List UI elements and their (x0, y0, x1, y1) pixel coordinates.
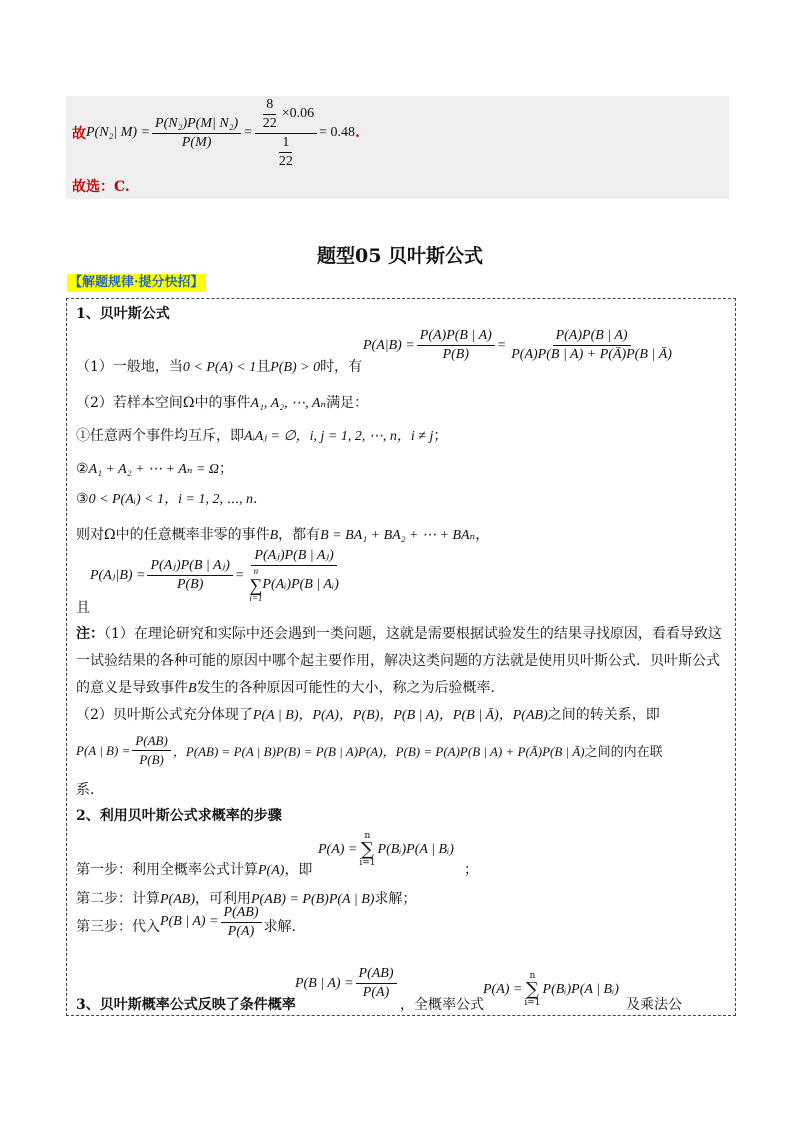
n2-m2: ，P(AB) = P(A | B)P(B) = P(B | A)P(A) (172, 744, 383, 759)
n2-frac (132, 733, 170, 768)
s1-mid: ，即 (284, 862, 313, 878)
h3-frac-num: P(AB) (356, 966, 397, 984)
h3-lhs: P(B | A) = (295, 975, 354, 991)
eq-frac2-num-mult: ×0.06 (281, 106, 315, 121)
f2-frac1-den: P(B) (176, 577, 204, 592)
c3-pre: ③ (76, 491, 89, 507)
bayes-frac2 (508, 328, 675, 363)
bayes-frac2-den: P(A)P(B | A) + P(Ā)P(B | Ā) (511, 347, 672, 362)
eq-frac2-den-bot: 22 (278, 153, 293, 169)
note-2-formulas (76, 733, 663, 768)
s2-m: P(AB) (160, 892, 195, 907)
heading-2: 2、利用贝叶斯公式求概率的步骤 (76, 808, 282, 824)
s1-m: P(A) (258, 863, 285, 878)
c3-m2: ，i = 1, 2, ⋯, n (164, 492, 254, 507)
s3-frac (221, 905, 262, 940)
n2-post: 之间的转关系，即 (547, 707, 660, 723)
c2-m: A₁ + A₂ + ⋯ + Aₙ = Ω (88, 462, 220, 477)
s1-sum-body: P(Bᵢ)P(A | Bᵢ) (377, 842, 454, 857)
cond-3 (76, 488, 258, 511)
bayes-frac2-num: P(A)P(B | A) (553, 328, 631, 346)
h3-frac (356, 966, 397, 1001)
l1-mid: 且 (256, 359, 271, 375)
eq-equals: = (243, 125, 253, 140)
c1-m2: ，i, j = 1, 2, ⋯, n，i ≠ j (295, 429, 434, 444)
sigma-icon: ∑ (249, 575, 263, 595)
l1-pre: （1）一般地，当 (76, 359, 183, 375)
eq-frac1-num: P(N₂)P(M| N₂) (152, 116, 241, 134)
n2-m3: ，P(B) = P(A)P(B | A) + P(Ā)P(B | Ā) (382, 744, 585, 759)
answer-line: 故选：C. (72, 179, 130, 195)
note-1-text: （1）在理论研究和实际中还会遇到一类问题，这就是需要根据试验发生的结果寻找原因，看看导致这一试验结果的各种可能的原因中哪个起主要作用，解决这类问题的方法就是使用贝叶斯公式．贝叶斯公式的意义是导致事件 (76, 626, 722, 696)
l2-events: A₁, A₂, ⋯, Aₙ (250, 396, 327, 411)
f2-frac1 (147, 558, 232, 593)
f2-sum-top: n (253, 566, 259, 576)
step-1 (76, 859, 312, 882)
note-1-B: B (188, 681, 197, 696)
note-2-tail2: 系． (76, 782, 104, 798)
h3-formula1 (295, 966, 399, 1001)
l3-mid: ，都有 (278, 527, 321, 543)
s2-mid: ，可利用 (194, 891, 251, 907)
h3-frac-den: P(A) (362, 985, 390, 1000)
l2-pre: （2）若样本空间Ω中的事件 (76, 395, 251, 411)
f2-frac2-num: P(Aⱼ)P(B | Aⱼ) (251, 548, 336, 566)
cond-2 (76, 458, 233, 481)
n2-m: P(A | B)，P(A)，P(B)，P(B | A)，P(B | Ā)，P(AB) (252, 708, 548, 723)
h3-sum-bot: i=1 (524, 998, 541, 1008)
h3-lhs2: P(A) = (483, 982, 523, 997)
f2-frac2 (246, 548, 342, 603)
l3-end: ， (475, 527, 490, 543)
note-label: 注： (76, 626, 104, 642)
eq-lhs: P(N₂| M) = (86, 125, 151, 140)
s1-sum-bot: i=1 (359, 858, 376, 868)
c1-end: ； (433, 428, 448, 444)
s1-lhs: P(A) = (318, 842, 358, 857)
f2-frac2-den (246, 566, 342, 603)
c2-end: ； (219, 461, 234, 477)
solution-equation (72, 96, 360, 169)
step1-formula (318, 832, 454, 868)
l2-post: 满足： (326, 395, 369, 411)
s3-end: 求解． (263, 919, 306, 935)
line-1 (76, 356, 362, 379)
section-tag: 【解题规律·提分快招】 (69, 275, 204, 290)
l3-m: B = BA₁ + BA₂ + ⋯ + BAₙ (320, 528, 476, 543)
bayes-eq: = (496, 337, 507, 353)
note-1-end: 发生的各种原因可能性的大小，称之为后验概率． (196, 680, 505, 696)
s1-end: ； (464, 862, 478, 878)
eq-frac2 (255, 97, 317, 170)
c1-m1: AᵢAⱼ = ∅ (244, 429, 296, 444)
n2-pre: （2）贝叶斯公式充分体现了 (76, 707, 253, 723)
eq-frac1-den: P(M) (181, 134, 212, 150)
f2-sum-body: P(Aᵢ)P(B | Aᵢ) (262, 577, 339, 592)
n2-lhs: P(A | B) = (76, 742, 131, 758)
line-3 (76, 524, 489, 547)
c1-pre: ①任意两个事件均互斥，即 (76, 428, 244, 444)
f2-lhs: P(Aⱼ|B) = (90, 568, 146, 583)
qie: 且 (76, 600, 90, 616)
eq-frac2-num-bot: 22 (262, 115, 277, 131)
bayes-frac1-num: P(A)P(B | A) (417, 328, 495, 346)
bayes-formula (363, 328, 677, 363)
sigma-icon: ∑ (526, 979, 539, 1000)
eq-frac2-den (271, 134, 301, 170)
f2-eq: = (234, 567, 245, 583)
s2-m2: P(AB) = P(B)P(A | B) (250, 892, 375, 907)
f2-sum-bot: i=1 (249, 593, 263, 603)
s1-pre: 第一步：利用全概率公式计算 (76, 862, 258, 878)
cond-1 (76, 425, 447, 448)
sigma-icon: ∑ (361, 839, 374, 860)
f2-sum (249, 567, 262, 603)
s1-sum-top: n (364, 831, 371, 841)
n2-frac-den: P(B) (139, 752, 164, 767)
eq-frac2-num-frac (260, 97, 280, 132)
eq-frac2-num (255, 97, 317, 134)
l3-B: B (269, 528, 279, 543)
step-3 (76, 904, 306, 942)
note-1 (76, 621, 726, 702)
l1-cond2: P(B) > 0 (270, 360, 321, 375)
c3-end: . (253, 491, 258, 507)
c2-pre: ② (76, 461, 89, 477)
h3-end: 及乘法公 (626, 997, 682, 1013)
n2-frac-num: P(AB) (132, 733, 170, 751)
bayes-lhs: P(A|B) = (363, 337, 415, 353)
formula-2 (90, 548, 344, 603)
h3-sum (524, 972, 540, 1008)
s3-formula (160, 905, 264, 940)
s1-sum (359, 832, 375, 868)
s3-pre: 第三步：代入 (76, 919, 160, 935)
s2-end: 求解； (374, 891, 417, 907)
l1-post: 时，有 (320, 359, 363, 375)
h3-formula2 (483, 972, 619, 1008)
s3-frac-num: P(AB) (221, 905, 262, 923)
s3-lhs: P(B | A) = (160, 914, 219, 929)
s3-frac-den: P(A) (227, 923, 255, 939)
c3-m: 0 < P(Aᵢ) < 1 (88, 492, 165, 507)
n2-tail: 之间的内在联 (584, 745, 663, 760)
heading-1: 1、贝叶斯公式 (76, 306, 170, 322)
heading-3 (76, 994, 296, 1016)
bayes-frac1-den: P(B) (442, 347, 469, 362)
h3-pre: 3、贝叶斯概率公式反映了条件概率 (76, 997, 296, 1013)
solution-gu: 故 (72, 126, 86, 142)
l3-pre: 则对Ω中的任意概率非零的事件 (76, 527, 270, 543)
h3-sum-body: P(Bᵢ)P(A | Bᵢ) (542, 982, 619, 997)
eq-frac2-den-frac (276, 135, 296, 170)
section-title: 题型05 贝叶斯公式 (316, 245, 484, 267)
f2-frac1-num: P(Aⱼ)P(B | Aⱼ) (147, 558, 232, 576)
note-2 (76, 704, 660, 727)
eq-result: = 0.48 (319, 125, 355, 140)
line-2 (76, 392, 368, 415)
l1-cond1: 0 < P(A) < 1 (182, 360, 257, 375)
bayes-frac1 (417, 328, 495, 363)
eq-frac2-den-top: 1 (279, 135, 292, 153)
eq-end: . (355, 125, 360, 141)
eq-frac2-num-top: 8 (263, 97, 276, 115)
h3-mid: ，全概率公式 (400, 997, 484, 1013)
eq-frac1 (152, 116, 241, 151)
s2-pre: 第二步：计算 (76, 891, 160, 907)
h3-sum-top: n (529, 971, 536, 981)
